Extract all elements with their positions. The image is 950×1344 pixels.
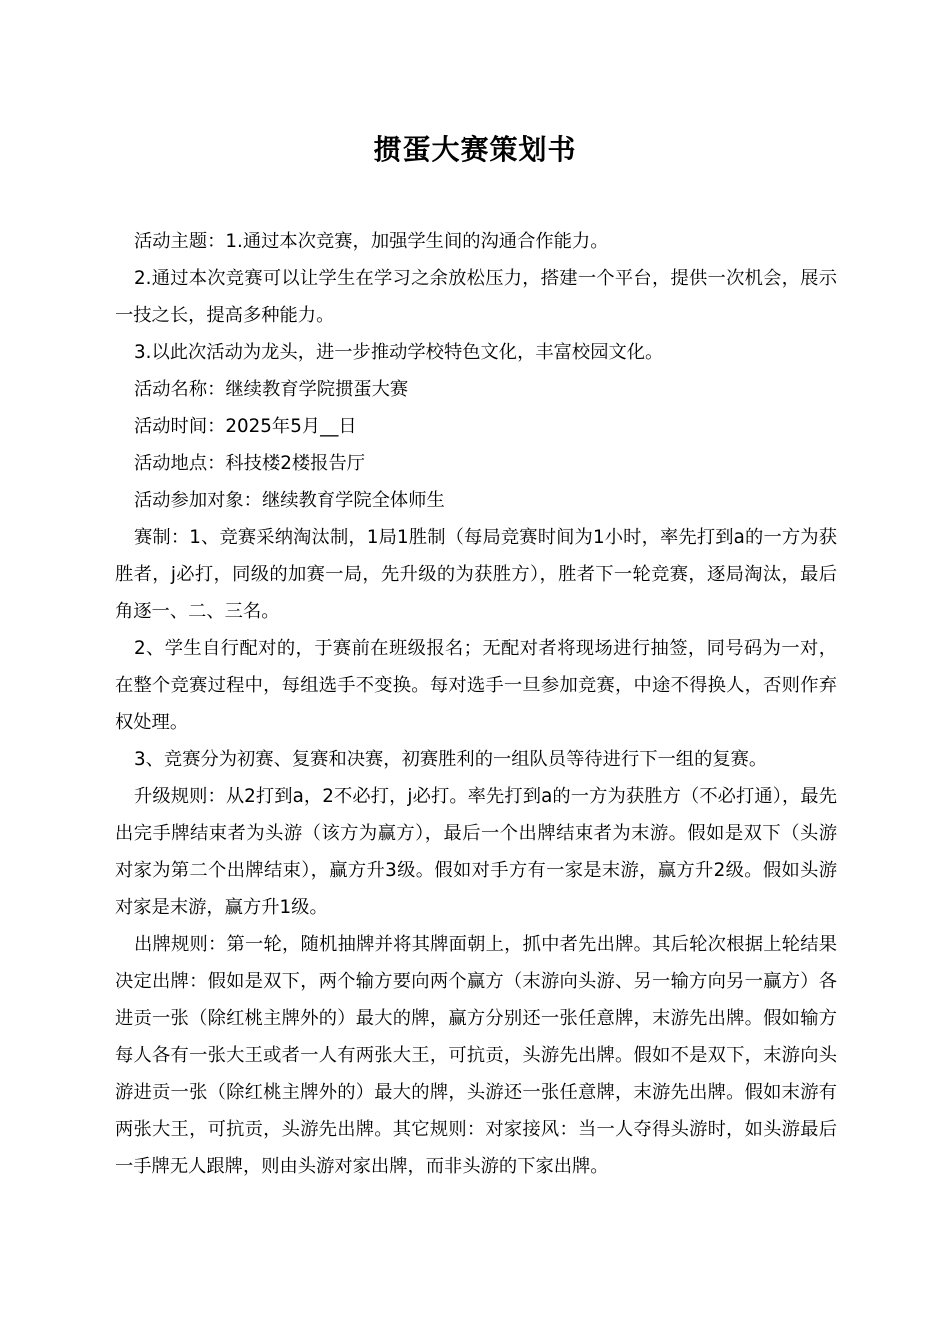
paragraph-format-2: 2、学生自行配对的，于赛前在班级报名；无配对者将现场进行抽签，同号码为一对，在整个竞赛过程中，每组选手不变换。每对选手一旦参加竞赛，中途不得换人，否则作弃权处理。 xyxy=(115,638,837,733)
document-title: 掼蛋大赛策划书 xyxy=(373,133,577,166)
paragraph-format-1: 赛制：1、竞赛采纳淘汰制，1局1胜制（每局竞赛时间为1小时，率先打到a的一方为获胜者，j必打，同级的加赛一局，先升级的为获胜方），胜者下一轮竞赛，逐局淘汰，最后角逐一、二、三名。 xyxy=(115,527,837,622)
paragraph-theme-2: 2.通过本次竞赛可以让学生在学习之余放松压力，搭建一个平台，提供一次机会，展示一技之长，提高多种能力。 xyxy=(115,268,837,326)
paragraph-play-rules: 出牌规则：第一轮，随机抽牌并将其牌面朝上，抓中者先出牌。其后轮次根据上轮结果决定出牌：假如是双下，两个输方要向两个赢方（末游向头游、另一输方向另一赢方）各进贡一张（除红桃主牌外的）最大的牌，赢方分别还一张任意牌，末游先出牌。假如输方每人各有一张大王或者一人有两张大王，可抗贡，头游先出牌。假如不是双下，末游向头游进贡一张（除红桃主牌外的）最大的牌，头游还一张任意牌，末游先出牌。假如末游有两张大王，可抗贡，头游先出牌。其它规则：对家接风：当一人夺得头游时，如头游最后一手牌无人跟牌，则由头游对家出牌，而非头游的下家出牌。 xyxy=(115,934,837,1177)
paragraph-activity-location: 活动地点：科技楼2楼报告厅 xyxy=(134,453,366,474)
paragraph-theme-1: 活动主题：1.通过本次竞赛，加强学生间的沟通合作能力。 xyxy=(134,231,609,252)
paragraph-participants: 活动参加对象：继续教育学院全体师生 xyxy=(134,490,445,511)
document-body xyxy=(115,223,837,1185)
paragraph-activity-name: 活动名称：继续教育学院掼蛋大赛 xyxy=(134,379,409,400)
paragraph-format-3: 3、竞赛分为初赛、复赛和决赛，初赛胜利的一组队员等待进行下一组的复赛。 xyxy=(134,749,768,770)
paragraph-activity-time: 活动时间：2025年5月__日 xyxy=(134,416,357,437)
paragraph-theme-3: 3.以此次活动为龙头，进一步推动学校特色文化，丰富校园文化。 xyxy=(134,342,664,363)
paragraph-upgrade-rules: 升级规则：从2打到a，2不必打，j必打。率先打到a的一方为获胜方（不必打通），最先出完手牌结束者为头游（该方为赢方），最后一个出牌结束者为末游。假如是双下（头游对家为第二个出牌结束），赢方升3级。假如对手方有一家是末游，赢方升2级。假如头游对家是末游，赢方升1级。 xyxy=(115,786,837,918)
